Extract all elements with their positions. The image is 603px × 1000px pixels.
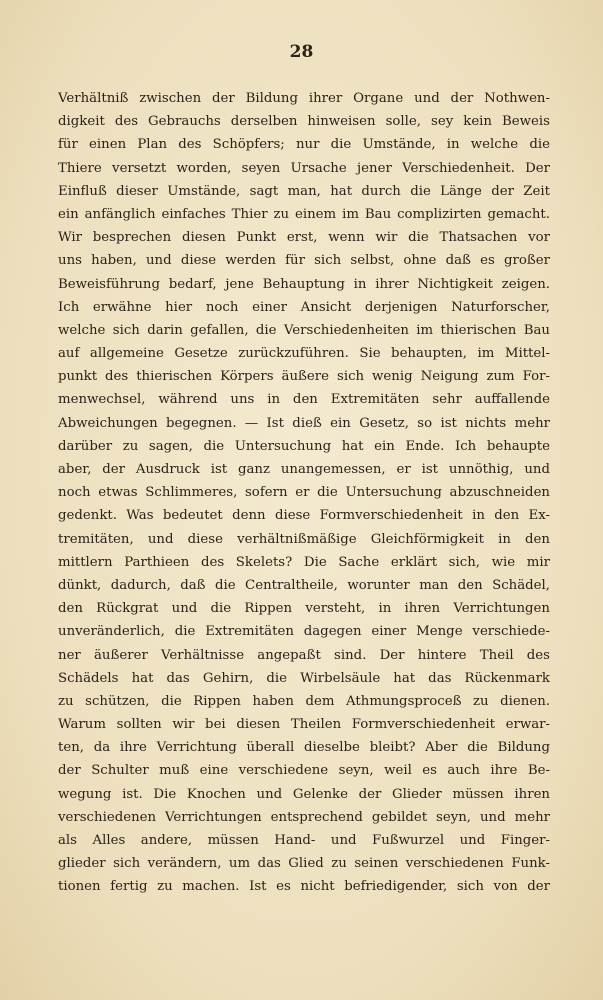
text-line: aber, der Ausdruck ist ganz unangemessen, er ist unnöthig, und (58, 462, 550, 477)
text-line: Einfluß dieser Umstände, sagt man, hat durch die Länge der Zeit (58, 183, 550, 199)
text-line: den Rückgrat und die Rippen versteht, in ihren Verrichtungen (58, 601, 550, 617)
text-line: Abweichungen begegnen. — Ist dieß ein Gesetz, so ist nichts mehr (58, 415, 550, 431)
text-line: als Alles andere, müssen Hand- und Fußwurzel und Finger- (58, 833, 550, 848)
text-line: Verhältniß zwischen der Bildung ihrer Organe und der Nothwen- (58, 91, 550, 106)
text-line: mittlern Parthieen des Skelets? Die Sache erklärt sich, wie mir (58, 554, 550, 570)
text-line: Thiere versetzt worden, seyen Ursache jener Verschiedenheit. Der (58, 160, 550, 176)
text-line: welche sich darin gefallen, die Verschiedenheiten im thierischen Bau (58, 322, 550, 338)
page-number: 28 (289, 42, 314, 62)
text-line: menwechsel, während uns in den Extremitäten sehr auffallende (58, 392, 550, 408)
text-line: gedenkt. Was bedeutet denn diese Formverschiedenheit in den Ex- (58, 508, 550, 524)
text-line: digkeit des Gebrauchs derselben hinweisen solle, sey kein Beweis (58, 114, 550, 130)
text-line: verschiedenen Verrichtungen entsprechend gebildet seyn, und mehr (58, 809, 550, 825)
text-line: Warum sollten wir bei diesen Theilen Formverschiedenheit erwar- (58, 717, 550, 733)
text-line: der Schulter muß eine verschiedene seyn, weil es auch ihre Be- (58, 763, 550, 779)
text-line: uns haben, und diese werden für sich selbst, ohne daß es großer (58, 253, 550, 269)
text-line: Beweisführung bedarf, jene Behauptung in ihrer Nichtigkeit zeigen. (58, 276, 550, 292)
body-text (58, 87, 550, 899)
text-line: ein anfänglich einfaches Thier zu einem im Bau complizirten gemacht. (58, 206, 550, 222)
text-line: wegung ist. Die Knochen und Gelenke der Glieder müssen ihren (58, 786, 550, 802)
text-line: ten, da ihre Verrichtung überall dieselbe bleibt? Aber die Bildung (58, 740, 550, 756)
text-line: auf allgemeine Gesetze zurückzuführen. Sie behaupten, im Mittel- (58, 346, 550, 362)
text-line: unveränderlich, die Extremitäten dagegen einer Menge verschiede- (58, 624, 550, 640)
text-line: Schädels hat das Gehirn, die Wirbelsäule hat das Rückenmark (58, 670, 550, 686)
text-line: tionen fertig zu machen. Ist es nicht befriedigender, sich von der (58, 879, 550, 895)
text-line: Wir besprechen diesen Punkt erst, wenn wir die Thatsachen vor (58, 230, 550, 246)
text-line: glieder sich verändern, um das Glied zu seinen verschiedenen Funk- (58, 856, 550, 872)
text-line: tremitäten, und diese verhältnißmäßige Gleichförmigkeit in den (58, 531, 550, 547)
text-line: Ich erwähne hier noch einer Ansicht derjenigen Naturforscher, (58, 299, 550, 315)
text-line: für einen Plan des Schöpfers; nur die Umstände, in welche die (58, 137, 550, 153)
text-line: darüber zu sagen, die Untersuchung hat ein Ende. Ich behaupte (58, 438, 550, 454)
text-line: ner äußerer Verhältnisse angepaßt sind. Der hintere Theil des (58, 647, 550, 663)
text-line: noch etwas Schlimmeres, sofern er die Untersuchung abzuschneiden (58, 485, 550, 501)
text-line: zu schützen, die Rippen haben dem Athmungsproceß zu dienen. (58, 693, 550, 709)
text-line: punkt des thierischen Körpers äußere sich wenig Neigung zum For- (58, 369, 550, 385)
text-line: dünkt, dadurch, daß die Centraltheile, worunter man den Schädel, (58, 577, 550, 593)
